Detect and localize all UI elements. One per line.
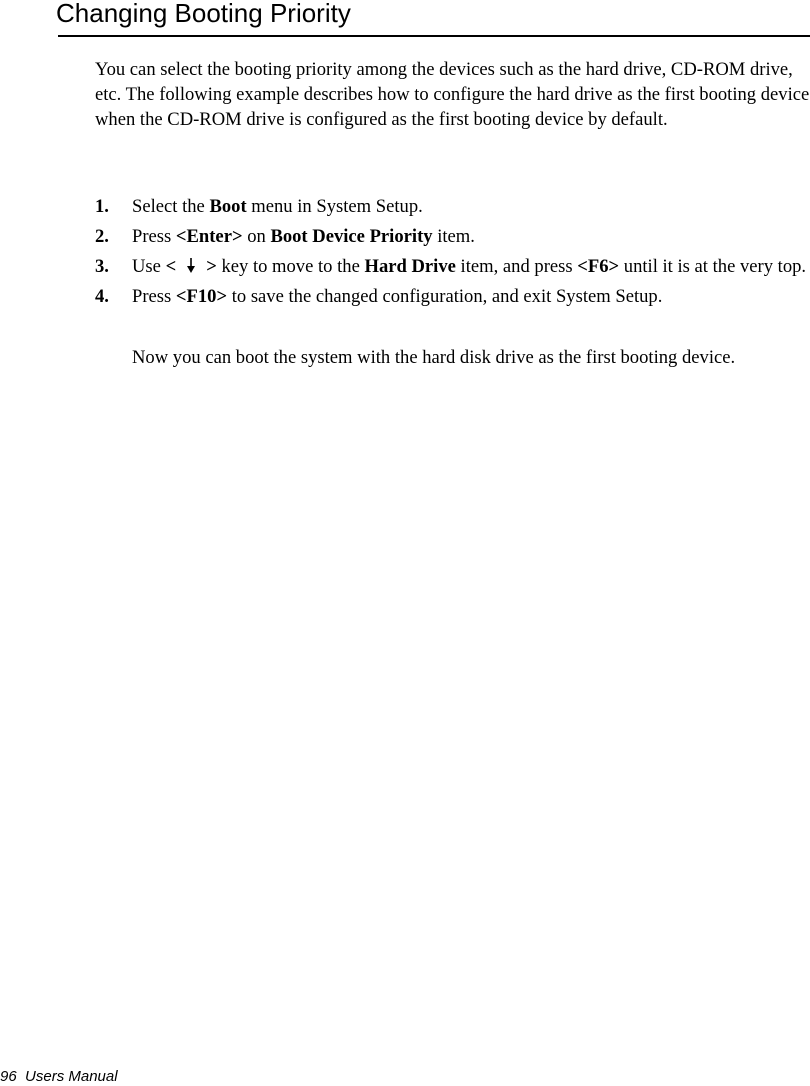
steps-list [95, 194, 810, 314]
step-text: Select the [132, 196, 210, 217]
step-text: Press [132, 226, 176, 247]
step-1 [95, 194, 810, 219]
step-number: 4. [95, 286, 109, 307]
key-bracket-close: > [206, 256, 217, 277]
enter-key-label: <Enter> [175, 226, 243, 247]
step-text: menu in System Setup. [246, 196, 423, 217]
step-number: 1. [95, 196, 109, 217]
step-text: Press [132, 286, 176, 307]
title-divider [58, 35, 810, 37]
down-arrow-icon [176, 256, 206, 274]
f6-key-label: <F6> [577, 256, 620, 277]
step-2 [95, 224, 810, 249]
step-number: 2. [95, 226, 109, 247]
step-text: key to move to the [216, 256, 365, 277]
step-number: 3. [95, 256, 109, 277]
step-text: item, and press [455, 256, 578, 277]
boot-menu-label: Boot [209, 196, 247, 217]
step-text: until it is at the very top. [619, 256, 807, 277]
boot-device-priority-label: Boot Device Priority [270, 226, 433, 247]
step-text: Use [132, 256, 166, 277]
key-bracket-open: < [165, 256, 177, 277]
result-note: Now you can boot the system with the hard disk drive as the first booting device. [132, 347, 736, 368]
hard-drive-label: Hard Drive [364, 256, 456, 277]
step-text: to save the changed configuration, and exit System Setup. [227, 286, 663, 307]
page-title: Changing Booting Priority [56, 0, 351, 28]
page-footer: 96 Users Manual [0, 1068, 118, 1085]
f10-key-label: <F10> [175, 286, 228, 307]
step-text: item. [432, 226, 475, 247]
step-3 [95, 254, 810, 279]
step-4 [95, 284, 810, 309]
intro-paragraph: You can select the booting priority among the devices such as the hard drive, CD-ROM drive, etc. The following example describes how to configure the hard drive as the first booting device when the CD-ROM drive is configured as the first booting device by default. [95, 59, 810, 130]
step-text: on [242, 226, 271, 247]
